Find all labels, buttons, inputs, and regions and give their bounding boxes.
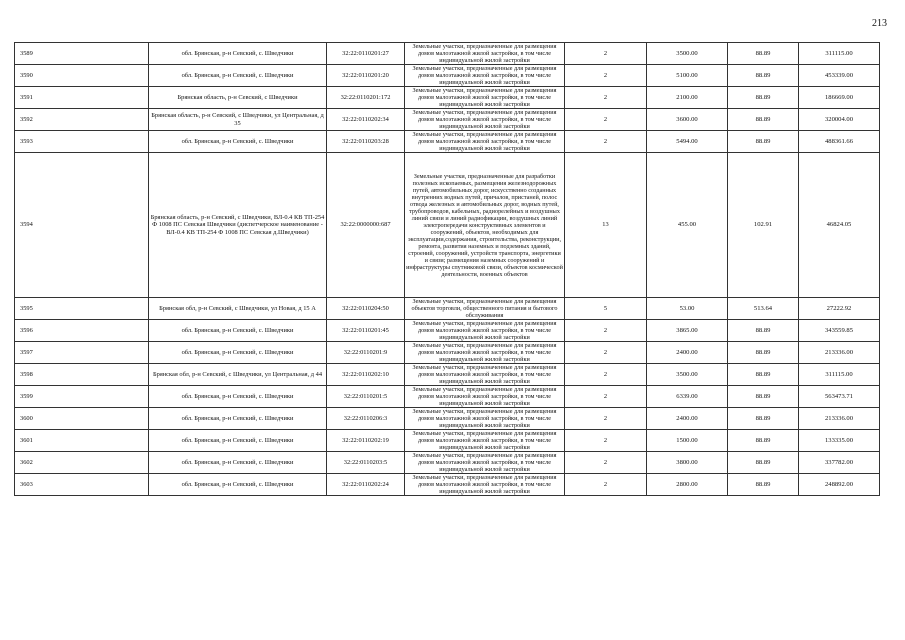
area-cell: 3500.00 xyxy=(647,364,728,386)
address-cell: обл. Брянская, р-н Севский, с. Шведчики xyxy=(149,65,327,87)
land-category-cell: Земельные участки, предназначенные для размещения домов малоэтажной жилой застройки, в том числе индивидуальной жилой застройки xyxy=(405,320,565,342)
cadastral-value-cell: 343559.85 xyxy=(799,320,880,342)
cadastral-number-cell: 32:22:0000000:687 xyxy=(327,153,405,298)
cadastral-value-cell: 248892.00 xyxy=(799,474,880,496)
group-number-cell: 2 xyxy=(565,65,647,87)
group-number-cell: 2 xyxy=(565,109,647,131)
address-cell: Брянская область, р-н Севский, с Шведчики, ул Центральная, д 35 xyxy=(149,109,327,131)
area-cell: 3500.00 xyxy=(647,43,728,65)
cadastral-value-cell: 563473.71 xyxy=(799,386,880,408)
area-cell: 2400.00 xyxy=(647,342,728,364)
address-cell: обл. Брянская, р-н Севский, с. Шведчики xyxy=(149,342,327,364)
rate-cell: 88.89 xyxy=(728,342,799,364)
rate-cell: 513.64 xyxy=(728,298,799,320)
address-cell: обл. Брянская, р-н Севский, с. Шведчики xyxy=(149,474,327,496)
rate-cell: 88.89 xyxy=(728,65,799,87)
row-number: 3592 xyxy=(15,109,149,131)
group-number-cell: 2 xyxy=(565,408,647,430)
group-number-cell: 2 xyxy=(565,474,647,496)
area-cell: 3865.00 xyxy=(647,320,728,342)
land-category-cell: Земельные участки, предназначенные для размещения объектов торговли, общественного питания и бытового обслуживания xyxy=(405,298,565,320)
address-cell: Брянская обл, р-н Севский, с Шведчики, ул Центральная, д 44 xyxy=(149,364,327,386)
cadastral-number-cell: 32:22:0110203:5 xyxy=(327,452,405,474)
cadastral-number-cell: 32:22:0110201:45 xyxy=(327,320,405,342)
row-number: 3590 xyxy=(15,65,149,87)
area-cell: 5494.00 xyxy=(647,131,728,153)
address-cell: обл. Брянская, р-н Севский, с. Шведчики xyxy=(149,43,327,65)
area-cell: 2400.00 xyxy=(647,408,728,430)
row-number: 3601 xyxy=(15,430,149,452)
cadastral-number-cell: 32:22:0110202:10 xyxy=(327,364,405,386)
group-number-cell: 5 xyxy=(565,298,647,320)
table-row xyxy=(15,65,880,87)
row-number: 3591 xyxy=(15,87,149,109)
land-category-cell: Земельные участки, предназначенные для размещения домов малоэтажной жилой застройки, в том числе индивидуальной жилой застройки xyxy=(405,342,565,364)
rate-cell: 88.89 xyxy=(728,320,799,342)
land-category-cell: Земельные участки, предназначенные для размещения домов малоэтажной жилой застройки, в том числе индивидуальной жилой застройки xyxy=(405,109,565,131)
land-category-cell: Земельные участки, предназначенные для размещения домов малоэтажной жилой застройки, в том числе индивидуальной жилой застройки xyxy=(405,87,565,109)
address-cell: обл. Брянская, р-н Севский, с. Шведчики xyxy=(149,320,327,342)
cadastral-value-cell: 337782.00 xyxy=(799,452,880,474)
rate-cell: 88.89 xyxy=(728,364,799,386)
cadastral-number-cell: 32:22:0110202:34 xyxy=(327,109,405,131)
land-category-cell: Земельные участки, предназначенные для размещения домов малоэтажной жилой застройки, в том числе индивидуальной жилой застройки xyxy=(405,452,565,474)
group-number-cell: 2 xyxy=(565,87,647,109)
area-cell: 2100.00 xyxy=(647,87,728,109)
table-row xyxy=(15,320,880,342)
land-category-cell: Земельные участки, предназначенные для разработки полезных ископаемых, размещения железнодорожных путей, автомобильных дорог, искусственно созданных внутренних водных путей, причалов, пристаней, полос отвода железных и автомобильных дорог, водных путей, трубопроводов, кабельных, радиорелейных и воздушных линий связи и линий радиофикации, воздушных линий электропередачи конструктивных элементов и сооружений, объектов, необходимых для эксплуатации,содержания, строительства, реконструкции, ремонта, развития наземных и подземных зданий, строений, сооружений, устройств транспорта, энергетики и связи; размещения наземных сооружений и инфраструктуры спутниковой связи, объектов космической деятельности, военных объектов xyxy=(405,153,565,298)
area-cell: 53.00 xyxy=(647,298,728,320)
cadastral-number-cell: 32:22:0110201:20 xyxy=(327,65,405,87)
address-cell: Брянская область, р-н Севский, с Шведчики xyxy=(149,87,327,109)
address-cell: Брянская область, р-н Севский, с Шведчики, ВЛ-0.4 КВ ТП-254 Ф 1008 ПС Севская Шведчики (диспетчерское наименование - ВЛ-0.4 КВ ТП-254 Ф 1008 ПС Севская д.Шведчики) xyxy=(149,153,327,298)
group-number-cell: 2 xyxy=(565,342,647,364)
row-number: 3596 xyxy=(15,320,149,342)
row-number: 3603 xyxy=(15,474,149,496)
address-cell: обл. Брянская, р-н Севский, с. Шведчики xyxy=(149,452,327,474)
cadastral-number-cell: 32:22:0110204:50 xyxy=(327,298,405,320)
table-row xyxy=(15,430,880,452)
address-cell: Брянская обл, р-н Севский, с Шведчики, ул Новая, д 15 А xyxy=(149,298,327,320)
table-row xyxy=(15,298,880,320)
address-cell: обл. Брянская, р-н Севский, с. Шведчики xyxy=(149,430,327,452)
area-cell: 2800.00 xyxy=(647,474,728,496)
table-row xyxy=(15,153,880,298)
rate-cell: 88.89 xyxy=(728,43,799,65)
table-row xyxy=(15,342,880,364)
cadastral-number-cell: 32:22:0110201:5 xyxy=(327,386,405,408)
page-number: 213 xyxy=(872,18,887,29)
table-row xyxy=(15,131,880,153)
row-number: 3594 xyxy=(15,153,149,298)
group-number-cell: 2 xyxy=(565,452,647,474)
table-body xyxy=(15,43,880,496)
cadastral-value-cell: 453339.00 xyxy=(799,65,880,87)
rate-cell: 88.89 xyxy=(728,430,799,452)
group-number-cell: 13 xyxy=(565,153,647,298)
cadastral-number-cell: 32:22:0110201:172 xyxy=(327,87,405,109)
cadastral-value-cell: 27222.92 xyxy=(799,298,880,320)
address-cell: обл. Брянская, р-н Севский, с. Шведчики xyxy=(149,386,327,408)
cadastral-value-cell: 311115.00 xyxy=(799,43,880,65)
rate-cell: 88.89 xyxy=(728,87,799,109)
cadastral-value-cell: 488361.66 xyxy=(799,131,880,153)
area-cell: 1500.00 xyxy=(647,430,728,452)
land-category-cell: Земельные участки, предназначенные для размещения домов малоэтажной жилой застройки, в том числе индивидуальной жилой застройки xyxy=(405,386,565,408)
rate-cell: 88.89 xyxy=(728,474,799,496)
rate-cell: 102.91 xyxy=(728,153,799,298)
cadastral-number-cell: 32:22:0110206:3 xyxy=(327,408,405,430)
land-category-cell: Земельные участки, предназначенные для размещения домов малоэтажной жилой застройки, в том числе индивидуальной жилой застройки xyxy=(405,43,565,65)
table-row xyxy=(15,408,880,430)
address-cell: обл. Брянская, р-н Севский, с. Шведчики xyxy=(149,131,327,153)
rate-cell: 88.89 xyxy=(728,452,799,474)
table-row xyxy=(15,386,880,408)
land-category-cell: Земельные участки, предназначенные для размещения домов малоэтажной жилой застройки, в том числе индивидуальной жилой застройки xyxy=(405,131,565,153)
row-number: 3600 xyxy=(15,408,149,430)
row-number: 3602 xyxy=(15,452,149,474)
group-number-cell: 2 xyxy=(565,386,647,408)
rate-cell: 88.89 xyxy=(728,109,799,131)
land-category-cell: Земельные участки, предназначенные для размещения домов малоэтажной жилой застройки, в том числе индивидуальной жилой застройки xyxy=(405,430,565,452)
row-number: 3593 xyxy=(15,131,149,153)
cadastral-value-cell: 46824.05 xyxy=(799,153,880,298)
table-row xyxy=(15,364,880,386)
cadastral-value-cell: 213336.00 xyxy=(799,408,880,430)
land-plots-table xyxy=(14,42,880,496)
cadastral-value-cell: 320004.00 xyxy=(799,109,880,131)
group-number-cell: 2 xyxy=(565,364,647,386)
land-category-cell: Земельные участки, предназначенные для размещения домов малоэтажной жилой застройки, в том числе индивидуальной жилой застройки xyxy=(405,364,565,386)
cadastral-number-cell: 32:22:0110202:19 xyxy=(327,430,405,452)
rate-cell: 88.89 xyxy=(728,131,799,153)
cadastral-number-cell: 32:22:0110201:27 xyxy=(327,43,405,65)
land-category-cell: Земельные участки, предназначенные для размещения домов малоэтажной жилой застройки, в том числе индивидуальной жилой застройки xyxy=(405,65,565,87)
cadastral-value-cell: 186669.00 xyxy=(799,87,880,109)
cadastral-value-cell: 133335.00 xyxy=(799,430,880,452)
table-row xyxy=(15,43,880,65)
table-row xyxy=(15,87,880,109)
address-cell: обл. Брянская, р-н Севский, с. Шведчики xyxy=(149,408,327,430)
group-number-cell: 2 xyxy=(565,320,647,342)
row-number: 3597 xyxy=(15,342,149,364)
land-category-cell: Земельные участки, предназначенные для размещения домов малоэтажной жилой застройки, в том числе индивидуальной жилой застройки xyxy=(405,474,565,496)
cadastral-number-cell: 32:22:0110201:9 xyxy=(327,342,405,364)
cadastral-number-cell: 32:22:0110202:24 xyxy=(327,474,405,496)
land-category-cell: Земельные участки, предназначенные для размещения домов малоэтажной жилой застройки, в том числе индивидуальной жилой застройки xyxy=(405,408,565,430)
table-row xyxy=(15,109,880,131)
table-row xyxy=(15,474,880,496)
cadastral-number-cell: 32:22:0110203:28 xyxy=(327,131,405,153)
cadastral-value-cell: 213336.00 xyxy=(799,342,880,364)
area-cell: 6339.00 xyxy=(647,386,728,408)
row-number: 3589 xyxy=(15,43,149,65)
group-number-cell: 2 xyxy=(565,131,647,153)
group-number-cell: 2 xyxy=(565,43,647,65)
area-cell: 455.00 xyxy=(647,153,728,298)
table-row xyxy=(15,452,880,474)
area-cell: 3800.00 xyxy=(647,452,728,474)
row-number: 3599 xyxy=(15,386,149,408)
rate-cell: 88.89 xyxy=(728,408,799,430)
row-number: 3595 xyxy=(15,298,149,320)
rate-cell: 88.89 xyxy=(728,386,799,408)
area-cell: 3600.00 xyxy=(647,109,728,131)
area-cell: 5100.00 xyxy=(647,65,728,87)
cadastral-value-cell: 311115.00 xyxy=(799,364,880,386)
row-number: 3598 xyxy=(15,364,149,386)
group-number-cell: 2 xyxy=(565,430,647,452)
